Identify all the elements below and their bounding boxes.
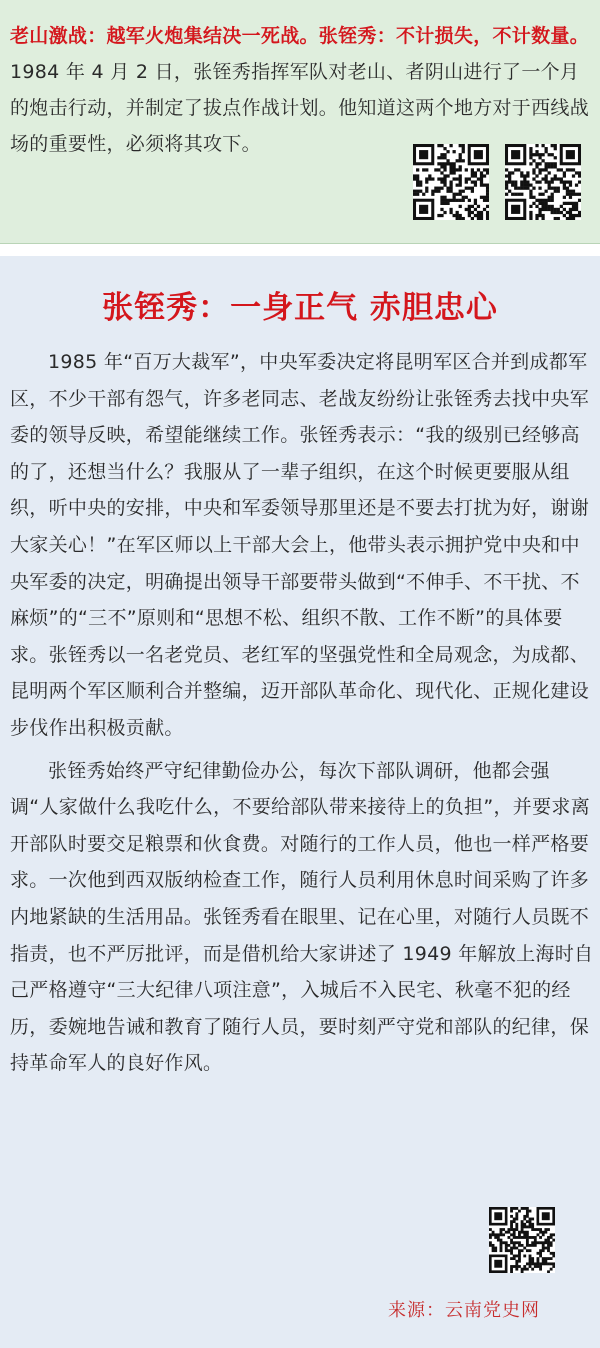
article-paragraph-2: 张铚秀始终严守纪律勤俭办公，每次下部队调研，他都会强调“人家做什么我吃什么，不要给部队带来接待上的负担”，并要求离开部队时要交足粮票和伙食费。对随行的工作人员，他也一样严格要求。一次他到西双版纳检查工作，随行人员利用休息时间采购了许多内地紧缺的生活用品。张铚秀看在眼里、记在心里，对随行人员既不指责，也不严厉批评，而是借机给大家讲述了 1949 年解放上海时自己严格遵守“三大纪律八项注意”，入城后不入民宅、秋毫不犯的经历，委婉地告诫和教育了随行人员，要时刻严守党和部队的纪律，保持革命军人的良好作风。 — [10, 759, 594, 1075]
source-credit: 来源：云南党史网 — [388, 1300, 540, 1321]
top-text — [10, 18, 594, 162]
top-body: 1984 年 4 月 2 日，张铚秀指挥军队对老山、者阴山进行了一个月的炮击行动，并制定了拔点作战计划。他知道这两个地方对于西线战场的重要性，必须将其攻下。 — [10, 61, 590, 155]
article-body — [10, 344, 594, 1082]
article-paragraph-1: 1985 年“百万大裁军”，中央军委决定将昆明军区合并到成都军区，不少干部有怨气，许多老同志、老战友纷纷让张铚秀去找中央军委的领导反映，希望能继续工作。张铚秀表示：“我的级别已经够高的了，还想当什么？我服从了一辈子组织，在这个时候更要服从组织，听中央的安排，中央和军委领导那里还是不要去打扰为好，谢谢大家关心！”在军区师以上干部大会上，他带头表示拥护党中央和中央军委的决定，明确提出领导干部要带头做到“不伸手、不干扰、不麻烦”的“三不”原则和“思想不松、组织不散、工作不断”的具体要求。张铚秀以一名老党员、老红军的坚强党性和全局观念，为成都、昆明两个军区顺利合并整编，迈开部队革命化、现代化、正规化建设步伐作出积极贡献。 — [10, 351, 590, 739]
section-divider — [0, 244, 600, 256]
qr-code-icon[interactable] — [413, 144, 489, 220]
qr-code-icon[interactable] — [489, 1207, 555, 1273]
article-section — [0, 256, 600, 1348]
qr-code-icon[interactable] — [505, 144, 581, 220]
top-section — [0, 0, 600, 244]
top-highlight: 老山激战：越军火炮集结决一死战。张铚秀：不计损失，不计数量。 — [10, 25, 590, 47]
article-title: 张铚秀：一身正气 赤胆忠心 — [102, 290, 498, 326]
